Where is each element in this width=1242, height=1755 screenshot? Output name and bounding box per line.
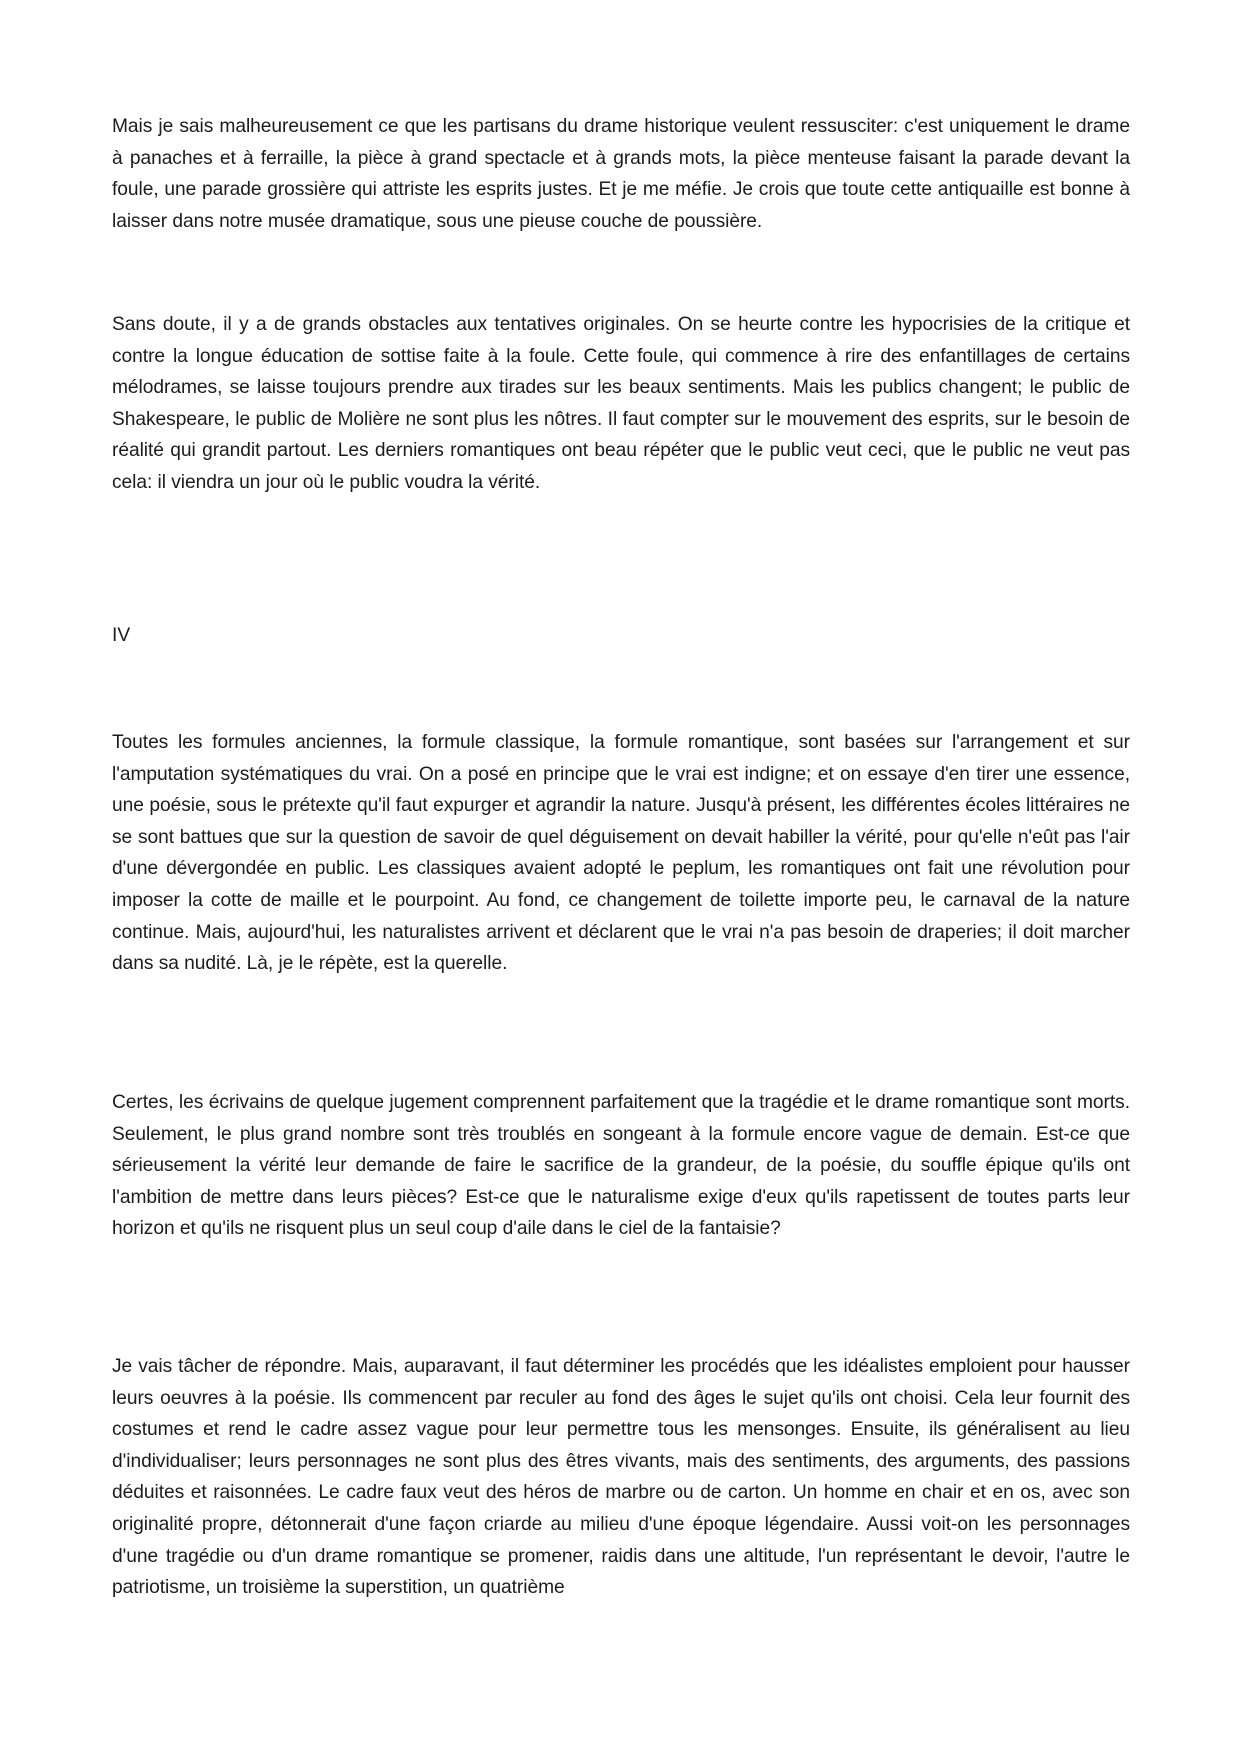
paragraph-old-formulas: Toutes les formules anciennes, la formule classique, la formule romantique, sont basées sur l'arrangement et sur l'amputation systématiques du vrai. On a posé en principe que le vrai est indigne; et on essaye d'en tirer une essence, une poésie, sous le prétexte qu'il faut expurger et agrandir la nature. Jusqu'à présent, les différentes écoles littéraires ne se sont battues que sur la question de savoir de quel déguisement on devait habiller la vérité, pour qu'elle n'eût pas l'air d'une dévergondée en public. Les classiques avaient adopté le peplum, les romantiques ont fait une révolution pour imposer la cotte de maille et le pourpoint. Au fond, ce changement de toilette importe peu, le carnaval de la nature continue. Mais, aujourd'hui, les naturalistes arrivent et déclarent que le vrai n'a pas besoin de draperies; il doit marcher dans sa nudité. Là, je le répète, est la querelle. — [112, 732, 1130, 975]
section-heading: IV — [112, 625, 131, 646]
paragraph-obstacles: Sans doute, il y a de grands obstacles aux tentatives originales. On se heurte contre les hypocrisies de la critique et contre la longue éducation de sottise faite à la foule. Cette foule, qui commence à rire des enfantillages de certains mélodrames, se laisse toujours prendre aux tirades sur les beaux sentiments. Mais les publics changent; le public de Shakespeare, le public de Molière ne sont plus les nôtres. Il faut compter sur le mouvement des esprits, sur le besoin de réalité qui grandit partout. Les derniers romantiques ont beau répéter que le public veut ceci, que le public ne veut pas cela: il viendra un jour où le public voudra la vérité. — [112, 314, 1130, 493]
paragraph-writers-judgement: Certes, les écrivains de quelque jugement comprennent parfaitement que la tragédie et le drame romantique sont morts. Seulement, le plus grand nombre sont très troublés en songeant à la formule encore vague de demain. Est-ce que sérieusement la vérité leur demande de faire le sacrifice de la grandeur, de la poésie, du souffle épique qu'ils ont l'ambition de mettre dans leurs pièces? Est-ce que le naturalisme exige d'eux qu'ils rapetissent de toutes parts leur horizon et qu'ils ne risquent plus un seul coup d'aile dans le ciel de la fantaisie? — [112, 1092, 1130, 1240]
paragraph-idealist-methods: Je vais tâcher de répondre. Mais, auparavant, il faut déterminer les procédés que les idéalistes emploient pour hausser leurs oeuvres à la poésie. Ils commencent par reculer au fond des âges le sujet qu'ils ont choisi. Cela leur fournit des costumes et rend le cadre assez vague pour leur permettre tous les mensonges. Ensuite, ils généralisent au lieu d'individualiser; leurs personnages ne sont plus des êtres vivants, mais des sentiments, des arguments, des passions déduites et raisonnées. Le cadre faux veut des héros de marbre ou de carton. Un homme en chair et en os, avec son originalité propre, détonnerait d'une façon criarde au milieu d'une époque légendaire. Aussi voit-on les personnages d'une tragédie ou d'un drame romantique se promener, raidis dans une altitude, l'un représentant le devoir, l'autre le patriotisme, un troisième la superstition, un quatrième — [112, 1356, 1130, 1599]
paragraph-historical-drama: Mais je sais malheureusement ce que les partisans du drame historique veulent ressusciter: c'est uniquement le drame à panaches et à ferraille, la pièce à grand spectacle et à grands mots, la pièce menteuse faisant la parade devant la foule, une parade grossière qui attriste les esprits justes. Et je me méfie. Je crois que toute cette antiquaille est bonne à laisser dans notre musée dramatique, sous une pieuse couche de poussière. — [112, 116, 1130, 232]
